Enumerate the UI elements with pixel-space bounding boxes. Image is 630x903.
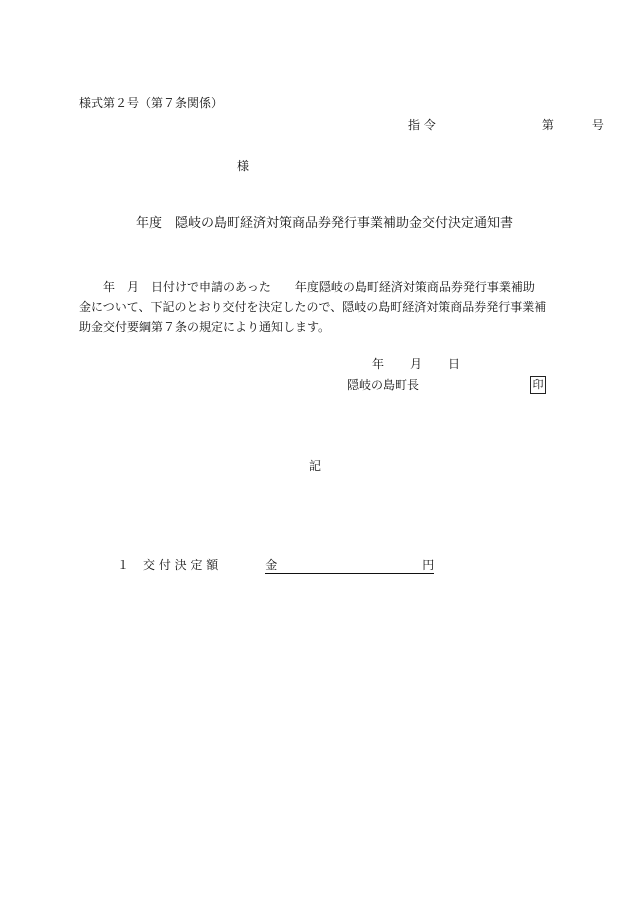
form-number: 様式第２号（第７条関係）	[79, 96, 224, 110]
amount-field	[265, 557, 434, 574]
currency-prefix: 金	[265, 558, 278, 572]
date-year: 年	[372, 357, 385, 371]
document-title: 年度 隠岐の島町経済対策商品券発行事業補助金交付決定通知書	[136, 216, 514, 231]
order-dai: 第	[541, 118, 554, 132]
seal-mark: 印	[530, 376, 546, 394]
ki-heading: 記	[309, 459, 322, 473]
currency-suffix: 円	[422, 558, 435, 572]
body-text	[79, 277, 557, 337]
body-line: 年 月 日付けで申請のあった 年度隠岐の島町経済対策商品券発行事業補助	[103, 280, 535, 294]
issue-date	[372, 356, 460, 372]
body-line: 金について、下記のとおり交付を決定したので、隠岐の島町経済対策商品券発行事業補	[79, 300, 547, 314]
order-go: 号	[591, 118, 604, 132]
body-line: 助金交付要綱第７条の規定により通知します。	[79, 320, 331, 334]
item-number: １	[117, 558, 130, 572]
order-label: 指 令	[408, 118, 436, 132]
list-item	[117, 557, 434, 574]
date-month: 月	[410, 357, 423, 371]
item-label: 交 付 決 定 額	[143, 558, 219, 572]
date-day: 日	[448, 357, 461, 371]
addressee-honorific: 様	[237, 159, 250, 173]
signer-title: 隠岐の島町長	[347, 378, 420, 392]
order-number-line	[408, 117, 604, 133]
